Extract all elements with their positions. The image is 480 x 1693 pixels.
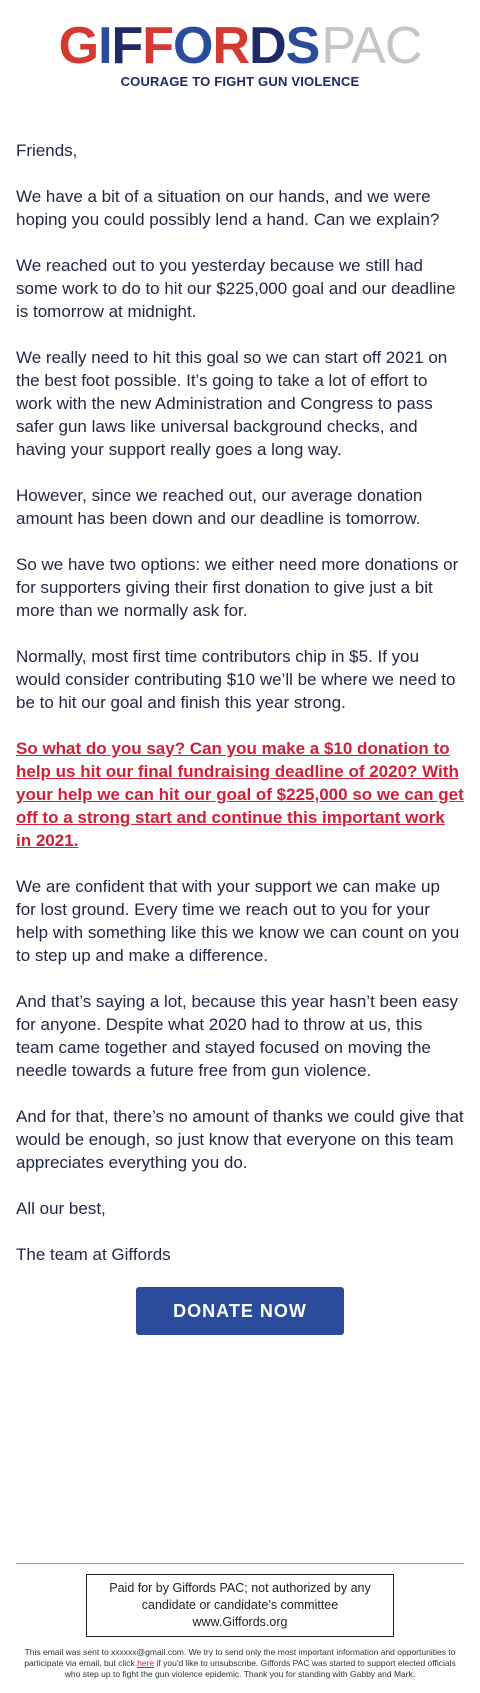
email-footer: [16, 1563, 464, 1680]
donate-cta-link[interactable]: So what do you say? Can you make a $10 donation to help us hit our final fundraising deadline of 2020? With your help we can hit our goal of $225,000 so we can get off to a strong start and continue this important work in 2021.: [16, 739, 464, 850]
fine-print: [16, 1647, 464, 1680]
cta-paragraph: [16, 737, 464, 852]
paragraph: We have a bit of a situation on our hands, and we were hoping you could possibly lend a hand. Can we explain?: [16, 187, 440, 229]
paragraph: Normally, most first time contributors chip in $5. If you would consider contributing $10 we’ll be where we need to be to hit our goal and finish this year strong.: [16, 647, 456, 712]
email-body: [0, 139, 480, 1266]
donate-now-button[interactable]: DONATE NOW: [136, 1287, 344, 1335]
logo-main: GIFFORDS: [58, 17, 320, 75]
paragraph: And that’s saying a lot, because this year hasn’t been easy for anyone. Despite what 2020 had to throw at us, this team came together and stayed focused on moving the needle towards a future free from gun violence.: [16, 992, 458, 1080]
donate-button-container: [0, 1287, 480, 1335]
paragraph: And for that, there’s no amount of thanks we could give that would be enough, so just know that everyone on this team appreciates everything you do.: [16, 1107, 464, 1172]
website-text: www.Giffords.org: [192, 1615, 288, 1629]
signature: The team at Giffords: [16, 1245, 171, 1264]
tagline: COURAGE TO FIGHT GUN VIOLENCE: [120, 74, 360, 89]
fine-print-text: if you'd like to unsubscribe. Giffords PAC was started to support elected officials who step up to fight the gun violence epidemic. Thank you for standing with Gabby and Mark.: [64, 1658, 456, 1679]
unsubscribe-link[interactable]: here: [137, 1658, 155, 1668]
fine-print-text: This email was sent to xxxxxx@gmail.com. We try to send only the most important information and opportunities to participate via email, but click: [24, 1647, 456, 1668]
paragraph: So we have two options: we either need more donations or for supporters giving their first donation to give just a bit more than we normally ask for.: [16, 555, 459, 620]
email-header: [0, 0, 480, 89]
logo-pac: PAC: [321, 17, 422, 75]
greeting: Friends,: [16, 141, 78, 160]
paragraph: We really need to hit this goal so we can start off 2021 on the best foot possible. It’s going to take a lot of effort to work with the new Administration and Congress to pass safer gun laws like universal background checks, and having your support really goes a long way.: [16, 348, 448, 459]
paragraph: However, since we reached out, our average donation amount has been down and our deadline is tomorrow.: [16, 486, 423, 528]
giffords-pac-logo[interactable]: [58, 17, 422, 75]
paragraph: We are confident that with your support we can make up for lost ground. Every time we reach out to you for your help with something like this we know we can count on you to step up and make a difference.: [16, 877, 460, 965]
signoff: All our best,: [16, 1199, 106, 1218]
disclaimer-text: Paid for by Giffords PAC; not authorized by any candidate or candidate’s committee: [109, 1581, 371, 1612]
paragraph: We reached out to you yesterday because we still had some work to do to hit our $225,000 goal and our deadline is tomorrow at midnight.: [16, 256, 456, 321]
paid-for-disclaimer: [86, 1574, 394, 1637]
